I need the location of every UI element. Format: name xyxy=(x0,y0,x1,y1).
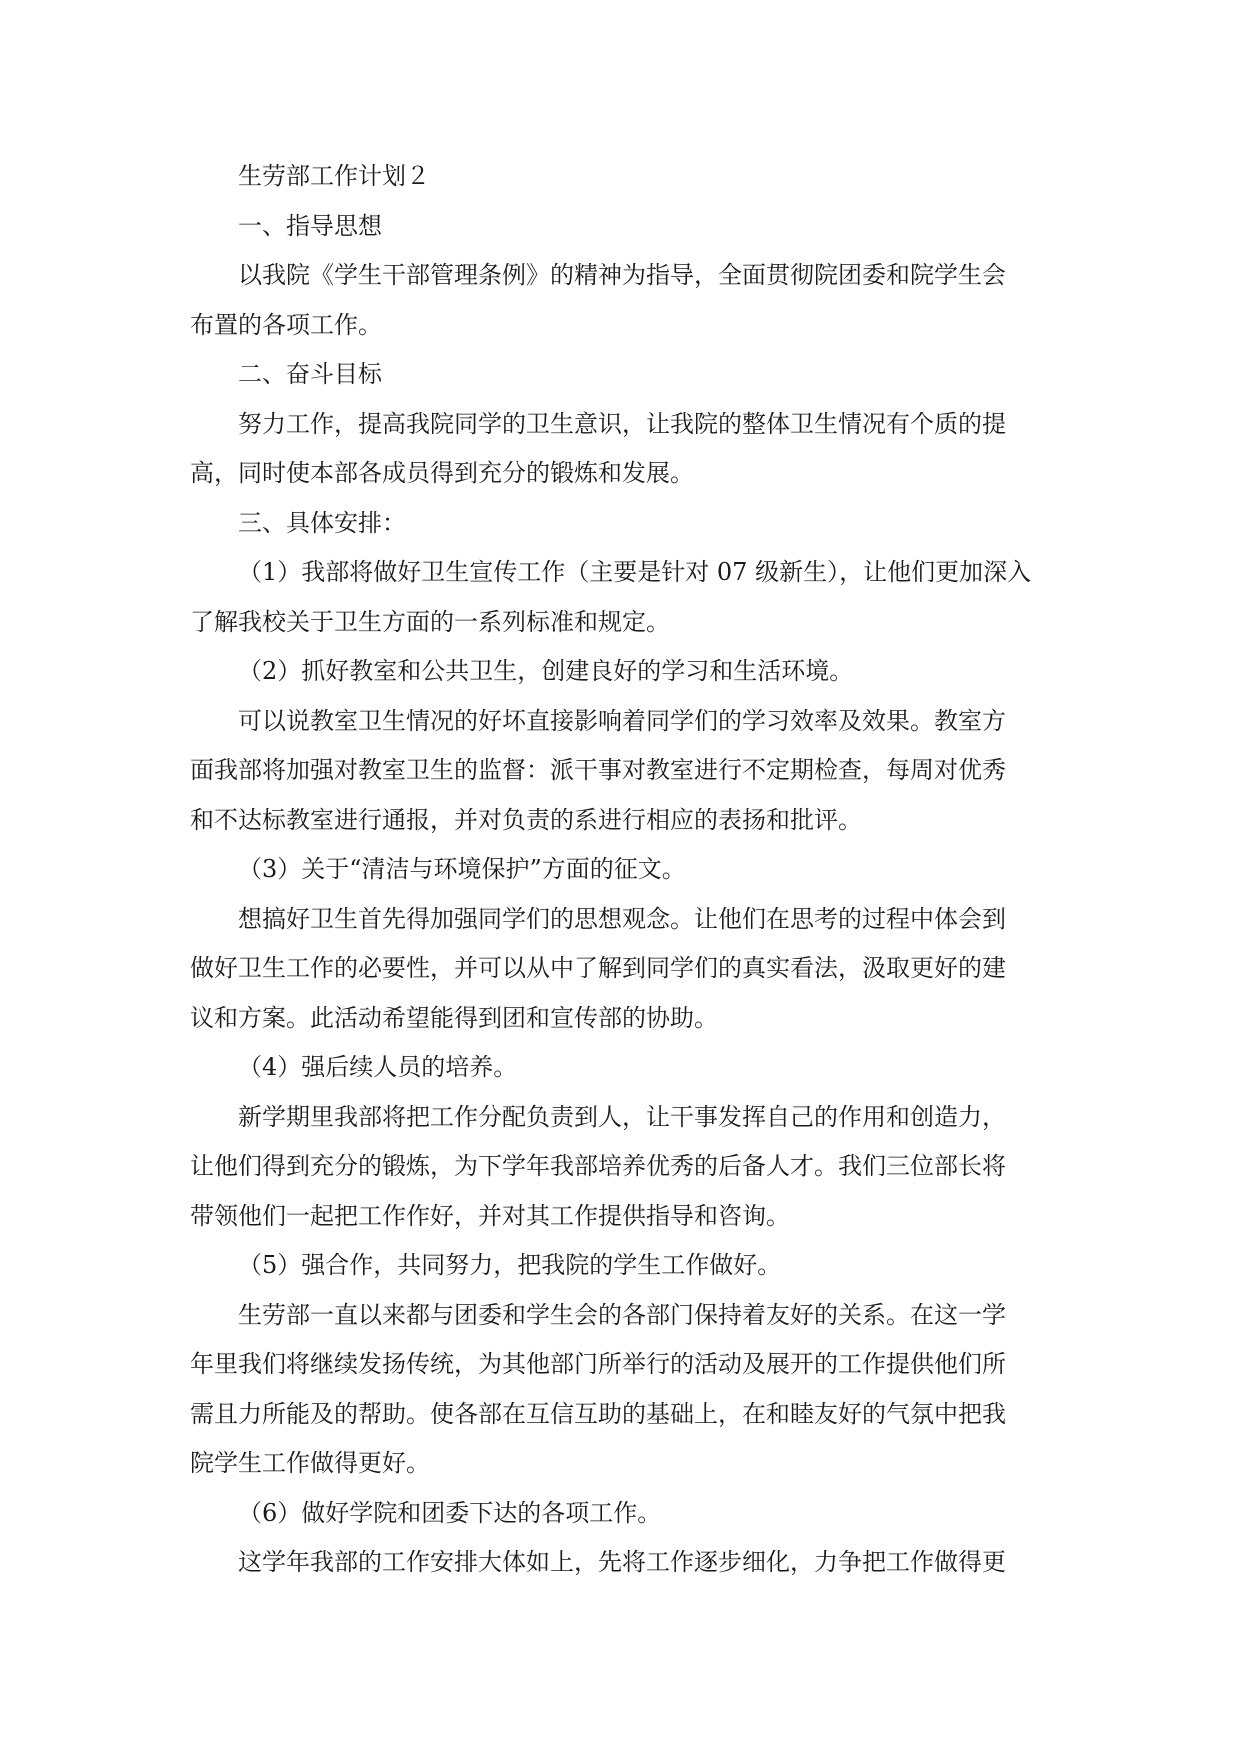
paragraph-line: 年里我们将继续发扬传统，为其他部门所举行的活动及展开的工作提供他们所 xyxy=(190,1350,1006,1378)
document-title: 生劳部工作计划２ xyxy=(238,162,430,190)
section-heading-guiding-ideology: 一、指导思想 xyxy=(238,211,382,240)
section-heading-goals: 二、奋斗目标 xyxy=(238,360,382,388)
paragraph-line: 新学期里我部将把工作分配负责到人，让干事发挥自己的作用和创造力， xyxy=(238,1102,1006,1131)
list-item-5: （5）强合作，共同努力，把我院的学生工作做好。 xyxy=(238,1251,782,1279)
paragraph-line: 高，同时使本部各成员得到充分的锻炼和发展。 xyxy=(190,459,694,487)
paragraph-line: 和不达标教室进行通报，并对负责的系进行相应的表扬和批评。 xyxy=(190,805,862,834)
list-item-1: （1）我部将做好卫生宣传工作（主要是针对 07 级新生），让他们更加深入 xyxy=(238,558,1032,586)
paragraph-line: 需且力所能及的帮助。使各部在互信互助的基础上，在和睦友好的气氛中把我 xyxy=(190,1399,1006,1428)
list-item-4: （4）强后续人员的培养。 xyxy=(238,1053,518,1081)
paragraph-line: 想搞好卫生首先得加强同学们的思想观念。让他们在思考的过程中体会到 xyxy=(238,904,1006,933)
paragraph-line: 了解我校关于卫生方面的一系列标准和规定。 xyxy=(190,607,670,636)
paragraph-line: 做好卫生工作的必要性，并可以从中了解到同学们的真实看法，汲取更好的建 xyxy=(190,954,1006,982)
list-item-6: （6）做好学院和团委下达的各项工作。 xyxy=(238,1498,662,1527)
paragraph-line: 让他们得到充分的锻炼，为下学年我部培养优秀的后备人才。我们三位部长将 xyxy=(190,1152,1006,1180)
paragraph-line: 面我部将加强对教室卫生的监督：派干事对教室进行不定期检查，每周对优秀 xyxy=(190,756,1006,784)
document-body xyxy=(190,152,1050,1588)
paragraph-line: 布置的各项工作。 xyxy=(190,310,382,339)
section-heading-arrangements: 三、具体安排： xyxy=(238,508,406,537)
paragraph-line: 议和方案。此活动希望能得到团和宣传部的协助。 xyxy=(190,1003,718,1032)
paragraph-line: 院学生工作做得更好。 xyxy=(190,1449,430,1477)
paragraph-line: 生劳部一直以来都与团委和学生会的各部门保持着友好的关系。在这一学 xyxy=(238,1300,1006,1329)
paragraph-line: 以我院《学生干部管理条例》的精神为指导，全面贯彻院团委和院学生会 xyxy=(238,261,1006,289)
paragraph-line: 这学年我部的工作安排大体如上，先将工作逐步细化，力争把工作做得更 xyxy=(238,1548,1006,1576)
paragraph-line: 可以说教室卫生情况的好坏直接影响着同学们的学习效率及效果。教室方 xyxy=(238,706,1006,735)
paragraph-line: 带领他们一起把工作作好，并对其工作提供指导和咨询。 xyxy=(190,1201,790,1230)
list-item-3: （3）关于“清洁与环境保护”方面的征文。 xyxy=(238,855,686,883)
list-item-2: （2）抓好教室和公共卫生，创建良好的学习和生活环境。 xyxy=(238,657,854,685)
paragraph-line: 努力工作，提高我院同学的卫生意识，让我院的整体卫生情况有个质的提 xyxy=(238,409,1006,438)
